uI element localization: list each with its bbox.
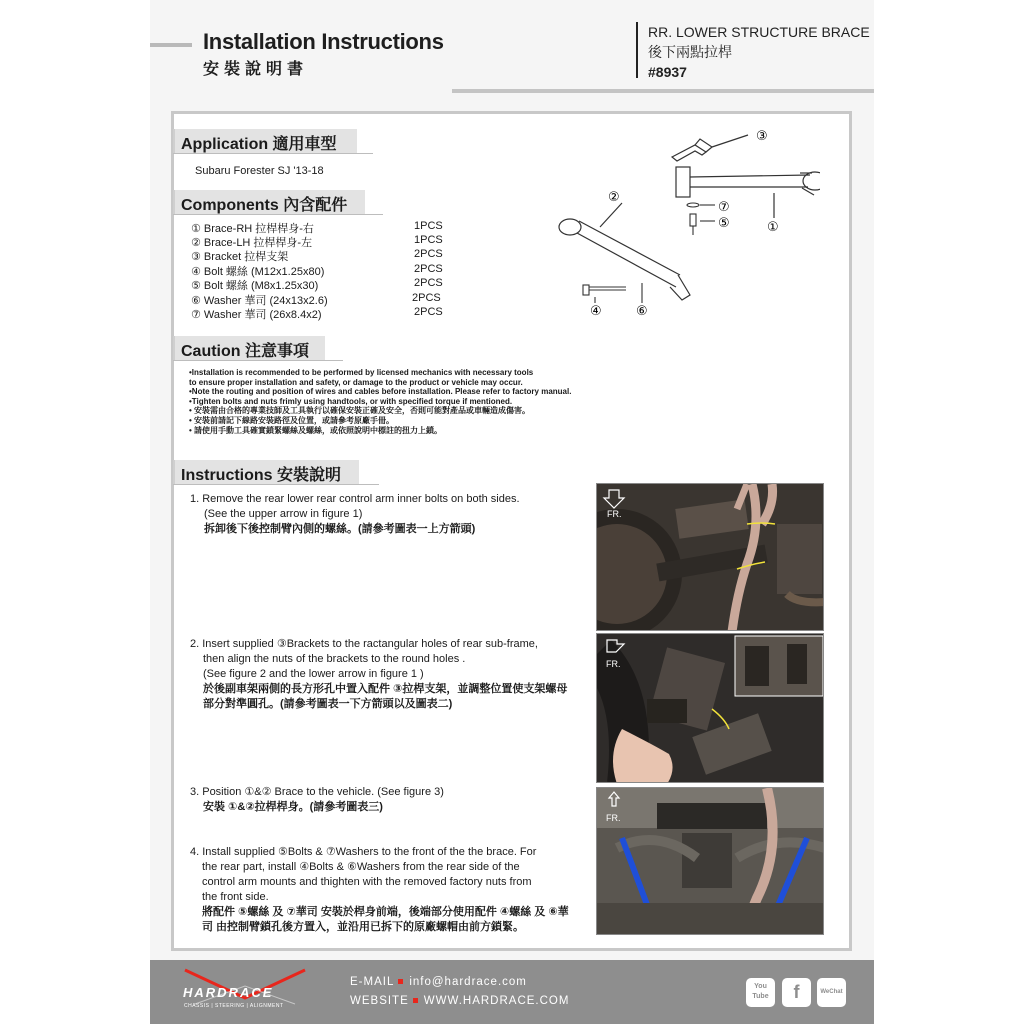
caution-rule xyxy=(173,360,343,361)
caution-line: • 安裝需由合格的專業技師及工具執行以確保安裝正確及安全，否則可能對產品或車輛造成傷害。 xyxy=(189,406,531,416)
components-rule xyxy=(173,214,383,215)
component-qty: 1PCS xyxy=(414,220,443,232)
fr-direction-label: FR. xyxy=(606,659,621,669)
step-text-zh: 安裝 ①&②拉桿桿身。(請參考圖表三) xyxy=(203,801,383,813)
page-title: Installation Instructions xyxy=(203,29,444,54)
hardware-drawing xyxy=(583,203,715,303)
header-divider xyxy=(636,22,638,78)
wechat-icon[interactable] xyxy=(817,978,846,1007)
caution-line: •Tighten bolts and nuts frimly using handtools, or with specified torque if mentioned. xyxy=(189,396,513,406)
instruction-step-2 xyxy=(190,637,567,712)
instruction-step-3 xyxy=(190,785,444,815)
step-text-zh: 司 由控制臂鎖孔後方置入，並沿用已拆下的原廠螺帽由前方鎖緊。 xyxy=(202,921,525,933)
diagram-label-7: ⑦ xyxy=(718,200,730,215)
caution-line: • 安裝前請記下線路安裝路徑及位置，或請參考原廠手冊。 xyxy=(189,415,395,425)
brand-logo-text: HARDRACE xyxy=(183,985,274,1000)
component-qty: 2PCS xyxy=(414,248,443,260)
step-text-en: 4. Install supplied ⑤Bolts & ⑦Washers to the front of the the brace. For xyxy=(190,846,537,858)
components-heading: Components 內含配件 xyxy=(173,190,365,214)
facebook-icon-label: f xyxy=(793,982,800,1002)
product-name-zh: 後下兩點拉桿 xyxy=(648,44,732,60)
caution-text xyxy=(189,368,571,435)
component-qty: 2PCS xyxy=(414,306,443,318)
email-contact xyxy=(350,976,527,988)
diagram-label-4: ④ xyxy=(590,304,602,319)
youtube-icon[interactable] xyxy=(746,978,775,1007)
step-text-zh: 部分對準圓孔。(請參考圖表一下方箭頭以及圖表二) xyxy=(203,698,453,710)
step-text-en: 2. Insert supplied ③Brackets to the ractangular holes of rear sub-frame, xyxy=(190,638,538,650)
figure-3-photo xyxy=(596,787,824,935)
caution-line: • 請使用手動工具確實鎖緊螺絲及螺絲，或依照說明中標註的扭力上鎖。 xyxy=(189,425,443,435)
wechat-icon-label: WeChat xyxy=(820,989,843,995)
step-text-en: then align the nuts of the brackets to the round holes . xyxy=(203,653,466,665)
product-info xyxy=(648,22,870,82)
step-text-zh: 於後副車架兩側的長方形孔中置入配件 ③拉桿支架，並調整位置使支架螺母 xyxy=(203,683,568,695)
step-text-en: 1. Remove the rear lower rear control arm inner bolts on both sides. xyxy=(190,493,520,505)
figure-1-photo xyxy=(596,483,824,631)
header-rule-left xyxy=(150,43,192,47)
bracket-drawing xyxy=(672,135,748,161)
step-text-zh: 將配件 ⑤螺絲 及 ⑦華司 安裝於桿身前端，後端部分使用配件 ④螺絲 及 ⑥華 xyxy=(202,906,569,918)
step-text-en: (See the upper arrow in figure 1) xyxy=(204,508,363,520)
youtube-icon-label: You Tube xyxy=(752,983,769,1000)
instructions-rule xyxy=(173,484,379,485)
component-item: ④ Bolt 螺絲 (M12x1.25x80) xyxy=(191,266,325,278)
step-text-en: the front side. xyxy=(202,891,269,903)
component-item: ① Brace-RH 拉桿桿身-右 xyxy=(191,223,314,235)
instructions-heading: Instructions 安裝說明 xyxy=(173,460,359,484)
component-qty: 2PCS xyxy=(414,277,443,289)
brand-tagline: CHASSIS | STEERING | ALIGNMENT xyxy=(184,1003,284,1009)
component-item: ⑤ Bolt 螺絲 (M8x1.25x30) xyxy=(191,280,319,292)
bullet-square xyxy=(398,979,403,984)
website-label: WEBSITE xyxy=(350,995,409,1007)
brace-rh-drawing xyxy=(676,167,820,218)
email-link[interactable]: info@hardrace.com xyxy=(409,976,527,988)
step-text-en: control arm mounts and thighten with the removed factory nuts from xyxy=(202,876,532,888)
caution-line: •Note the routing and position of wires and cables before installation. Please refer to factory manual. xyxy=(189,387,572,397)
component-item: ⑥ Washer 華司 (24x13x2.6) xyxy=(191,295,328,307)
fr-direction-label: FR. xyxy=(606,813,621,823)
component-qty: 1PCS xyxy=(414,234,443,246)
instruction-step-4 xyxy=(190,845,575,935)
parts-diagram xyxy=(550,125,820,325)
part-number: #8937 xyxy=(648,64,687,80)
figure-2-photo xyxy=(596,633,824,783)
email-label: E-MAIL xyxy=(350,976,395,988)
step-text-en: the rear part, install ④Bolts & ⑥Washers from the rear side of the xyxy=(202,861,520,873)
component-item: ② Brace-LH 拉桿桿身-左 xyxy=(191,237,313,249)
diagram-label-6: ⑥ xyxy=(636,304,648,319)
application-heading: Application 適用車型 xyxy=(173,129,357,153)
step-text-en: 3. Position ①&② Brace to the vehicle. (See figure 3) xyxy=(190,786,444,798)
component-qty: 2PCS xyxy=(412,292,441,304)
fr-direction-label: FR. xyxy=(607,509,622,519)
component-item: ⑦ Washer 華司 (26x8.4x2) xyxy=(191,309,322,321)
step-text-zh: 拆卸後下後控制臂內側的螺絲。(請參考圖表一上方箭頭) xyxy=(204,523,476,535)
diagram-label-3: ③ xyxy=(756,129,768,144)
caution-heading: Caution 注意事項 xyxy=(173,336,325,360)
website-link[interactable]: WWW.HARDRACE.COM xyxy=(423,995,570,1007)
page-title-zh: 安裝說明書 xyxy=(203,59,309,78)
diagram-label-5: ⑤ xyxy=(718,216,730,231)
diagram-label-1: ① xyxy=(767,220,779,235)
website-contact xyxy=(350,995,569,1007)
header-rule-right xyxy=(452,89,874,93)
brace-lh-drawing xyxy=(559,203,690,300)
caution-line: •Installation is recommended to be performed by licensed mechanics with necessary tools xyxy=(189,368,534,377)
step-text-en: (See figure 2 and the lower arrow in figure 1 ) xyxy=(203,668,424,680)
caution-line: to ensure proper installation and safety, or damage to the product or vehicle may occur. xyxy=(189,377,523,387)
component-qty: 2PCS xyxy=(414,263,443,275)
application-vehicle: Subaru Forester SJ '13-18 xyxy=(195,165,324,177)
diagram-label-2: ② xyxy=(608,190,620,205)
instruction-step-1 xyxy=(190,492,520,537)
facebook-icon[interactable] xyxy=(782,978,811,1007)
application-rule xyxy=(173,153,373,154)
component-item: ③ Bracket 拉桿支架 xyxy=(191,251,289,263)
product-name: RR. LOWER STRUCTURE BRACE xyxy=(648,24,870,40)
bullet-square xyxy=(413,998,418,1003)
